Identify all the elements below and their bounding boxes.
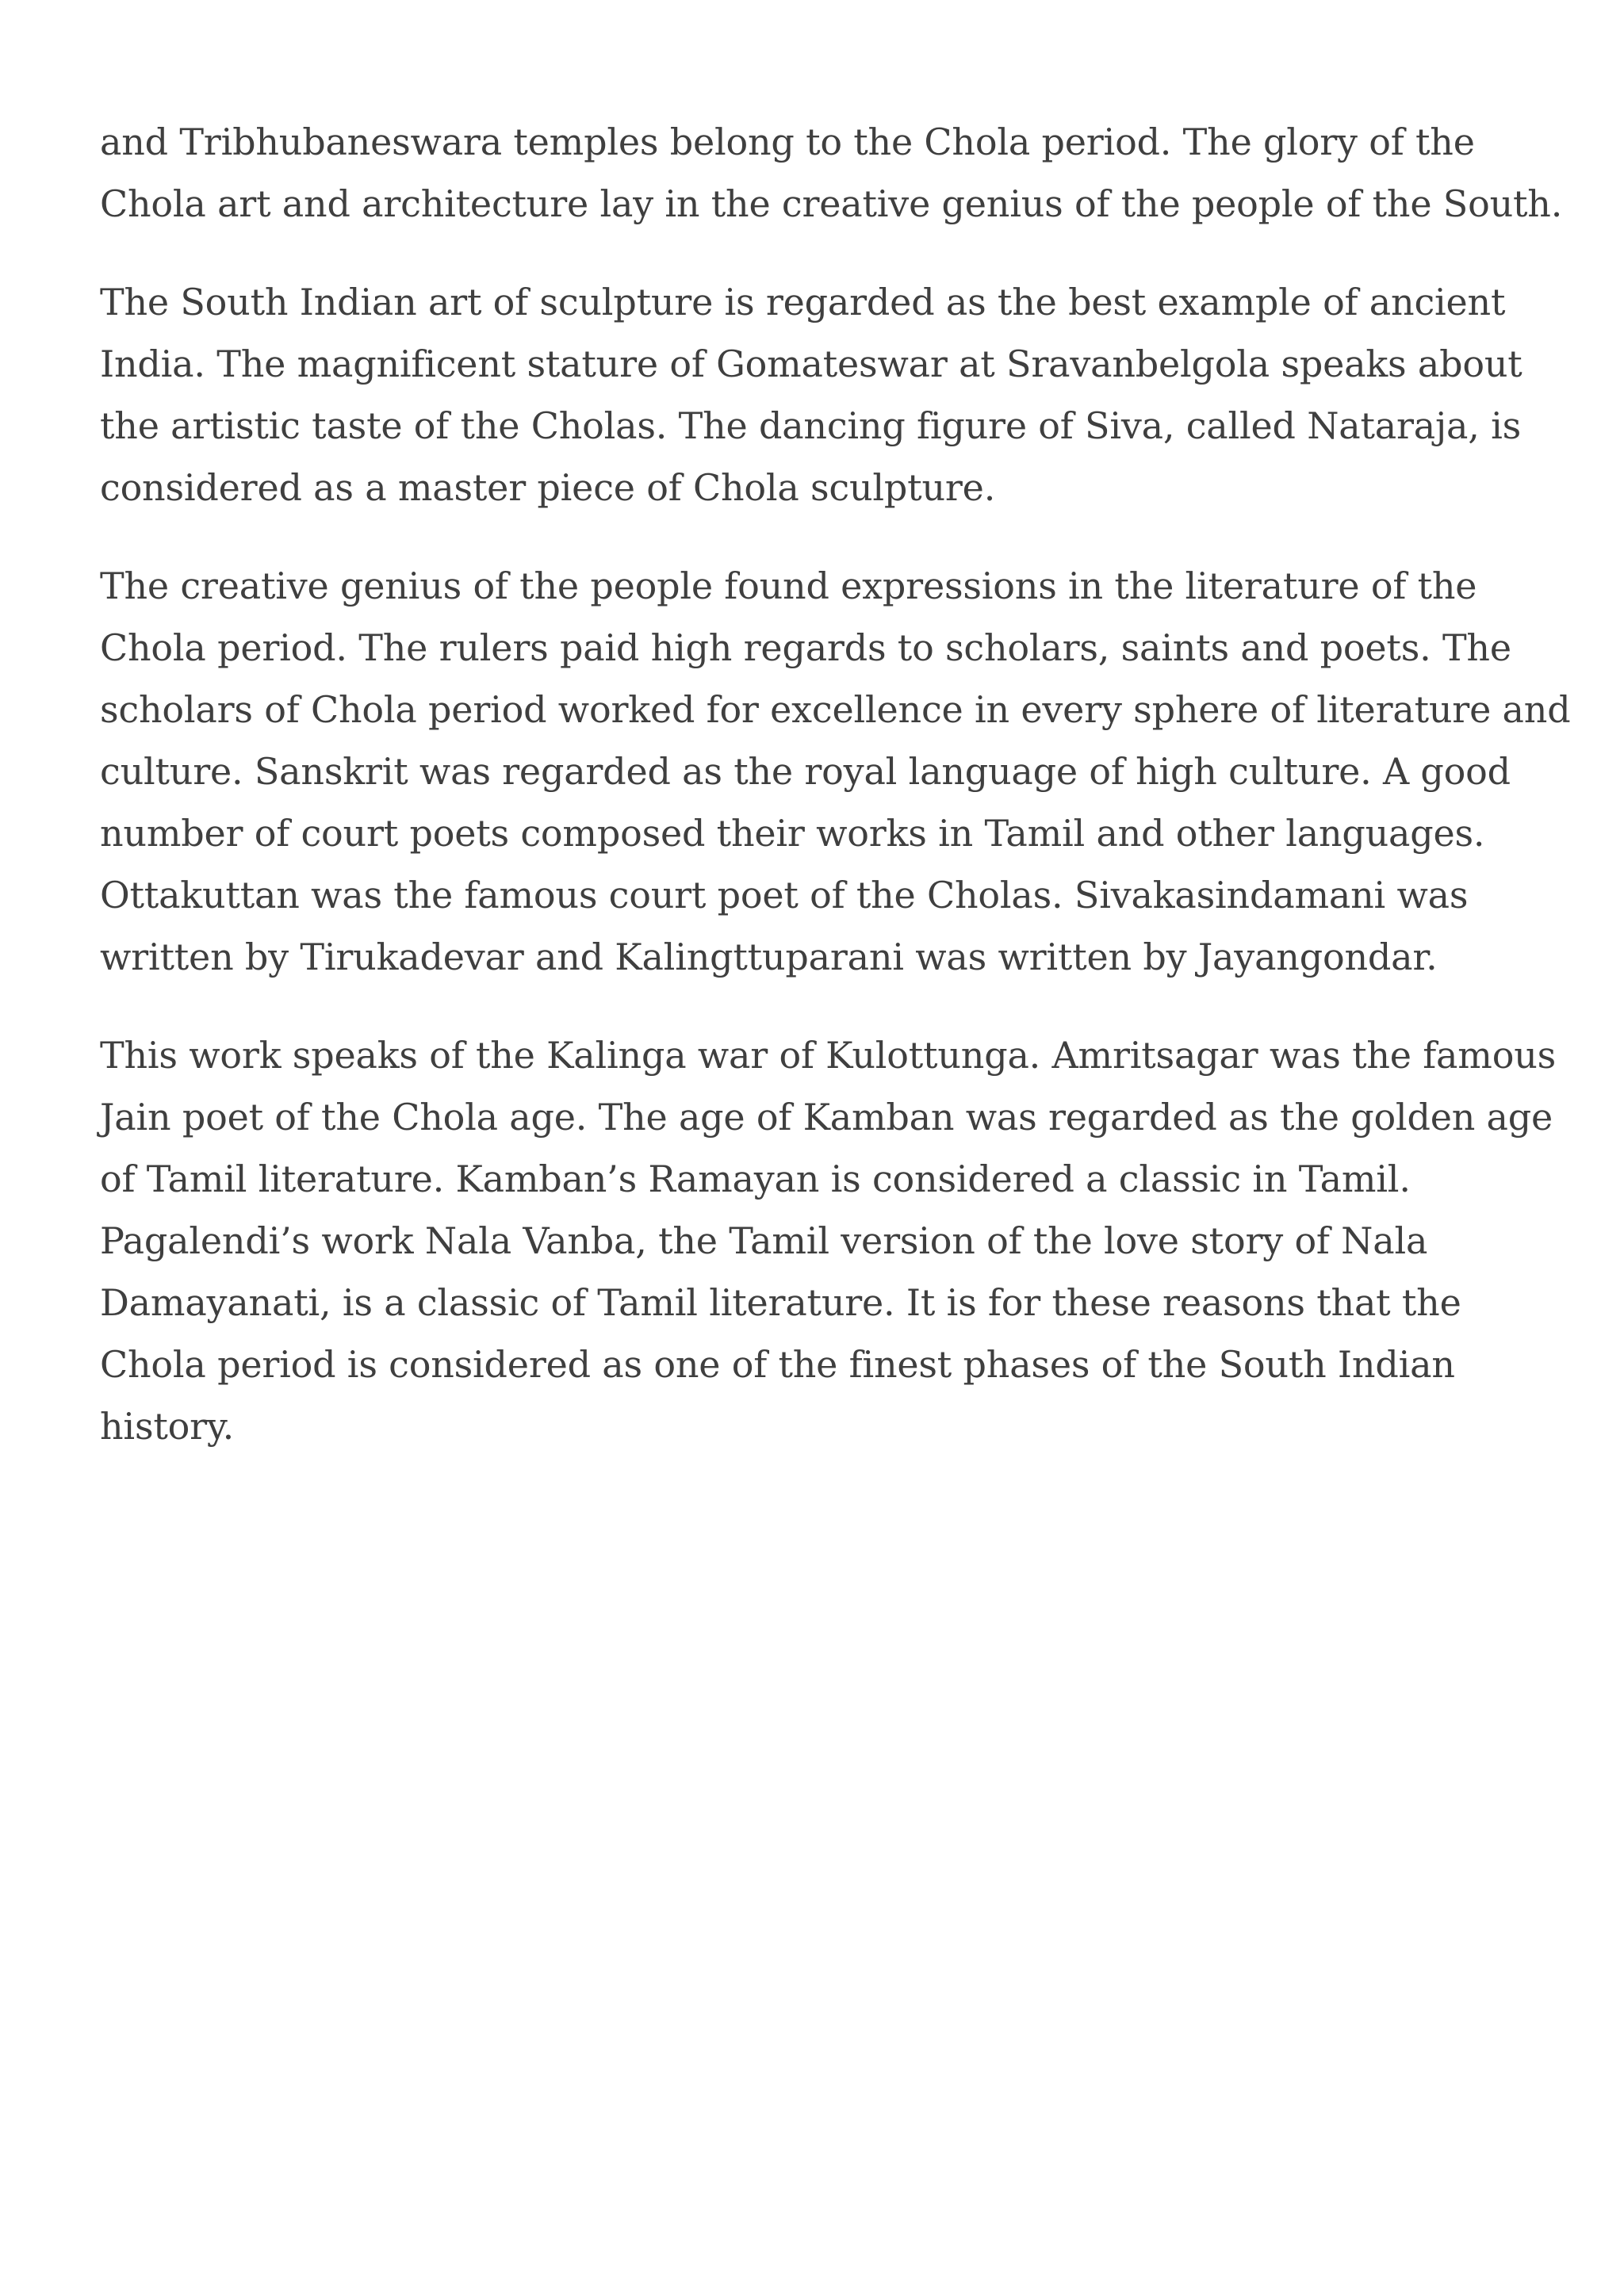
text-line: Chola period. The rulers paid high regards to scholars, saints and poets. The [100, 626, 1511, 669]
text-line: considered as a master piece of Chola sculpture. [100, 466, 996, 509]
paragraph-1 [100, 111, 1583, 235]
text-line: history. [100, 1405, 235, 1448]
text-line: India. The magnificent stature of Gomateswar at Sravanbelgola speaks about [100, 342, 1522, 385]
text-line: Jain poet of the Chola age. The age of Kamban was regarded as the golden age [100, 1096, 1553, 1138]
text-line: the artistic taste of the Cholas. The dancing figure of Siva, called Nataraja, is [100, 404, 1522, 447]
text-line: Chola period is considered as one of the finest phases of the South Indian [100, 1343, 1455, 1386]
text-line: The creative genius of the people found expressions in the literature of the [100, 564, 1477, 607]
text-line: and Tribhubaneswara temples belong to the Chola period. The glory of the [100, 121, 1475, 163]
text-line: This work speaks of the Kalinga war of Kulottunga. Amritsagar was the famous [100, 1034, 1557, 1077]
document-page [100, 111, 1583, 1494]
text-line: number of court poets composed their works in Tamil and other languages. [100, 812, 1485, 855]
text-line: scholars of Chola period worked for excellence in every sphere of literature and [100, 688, 1571, 731]
text-line: written by Tirukadevar and Kalingttuparani was written by Jayangondar. [100, 936, 1438, 978]
paragraph-4 [100, 1024, 1583, 1457]
text-line: Ottakuttan was the famous court poet of the Cholas. Sivakasindamani was [100, 874, 1469, 916]
text-line: of Tamil literature. Kamban’s Ramayan is considered a classic in Tamil. [100, 1158, 1411, 1200]
text-line: culture. Sanskrit was regarded as the royal language of high culture. A good [100, 750, 1511, 793]
text-line: Pagalendi’s work Nala Vanba, the Tamil version of the love story of Nala [100, 1219, 1428, 1262]
text-line: Chola art and architecture lay in the creative genius of the people of the South. [100, 182, 1563, 225]
text-line: Damayanati, is a classic of Tamil literature. It is for these reasons that the [100, 1281, 1461, 1324]
paragraph-2 [100, 271, 1583, 519]
text-line: The South Indian art of sculpture is regarded as the best example of ancient [100, 281, 1506, 323]
paragraph-3 [100, 555, 1583, 988]
